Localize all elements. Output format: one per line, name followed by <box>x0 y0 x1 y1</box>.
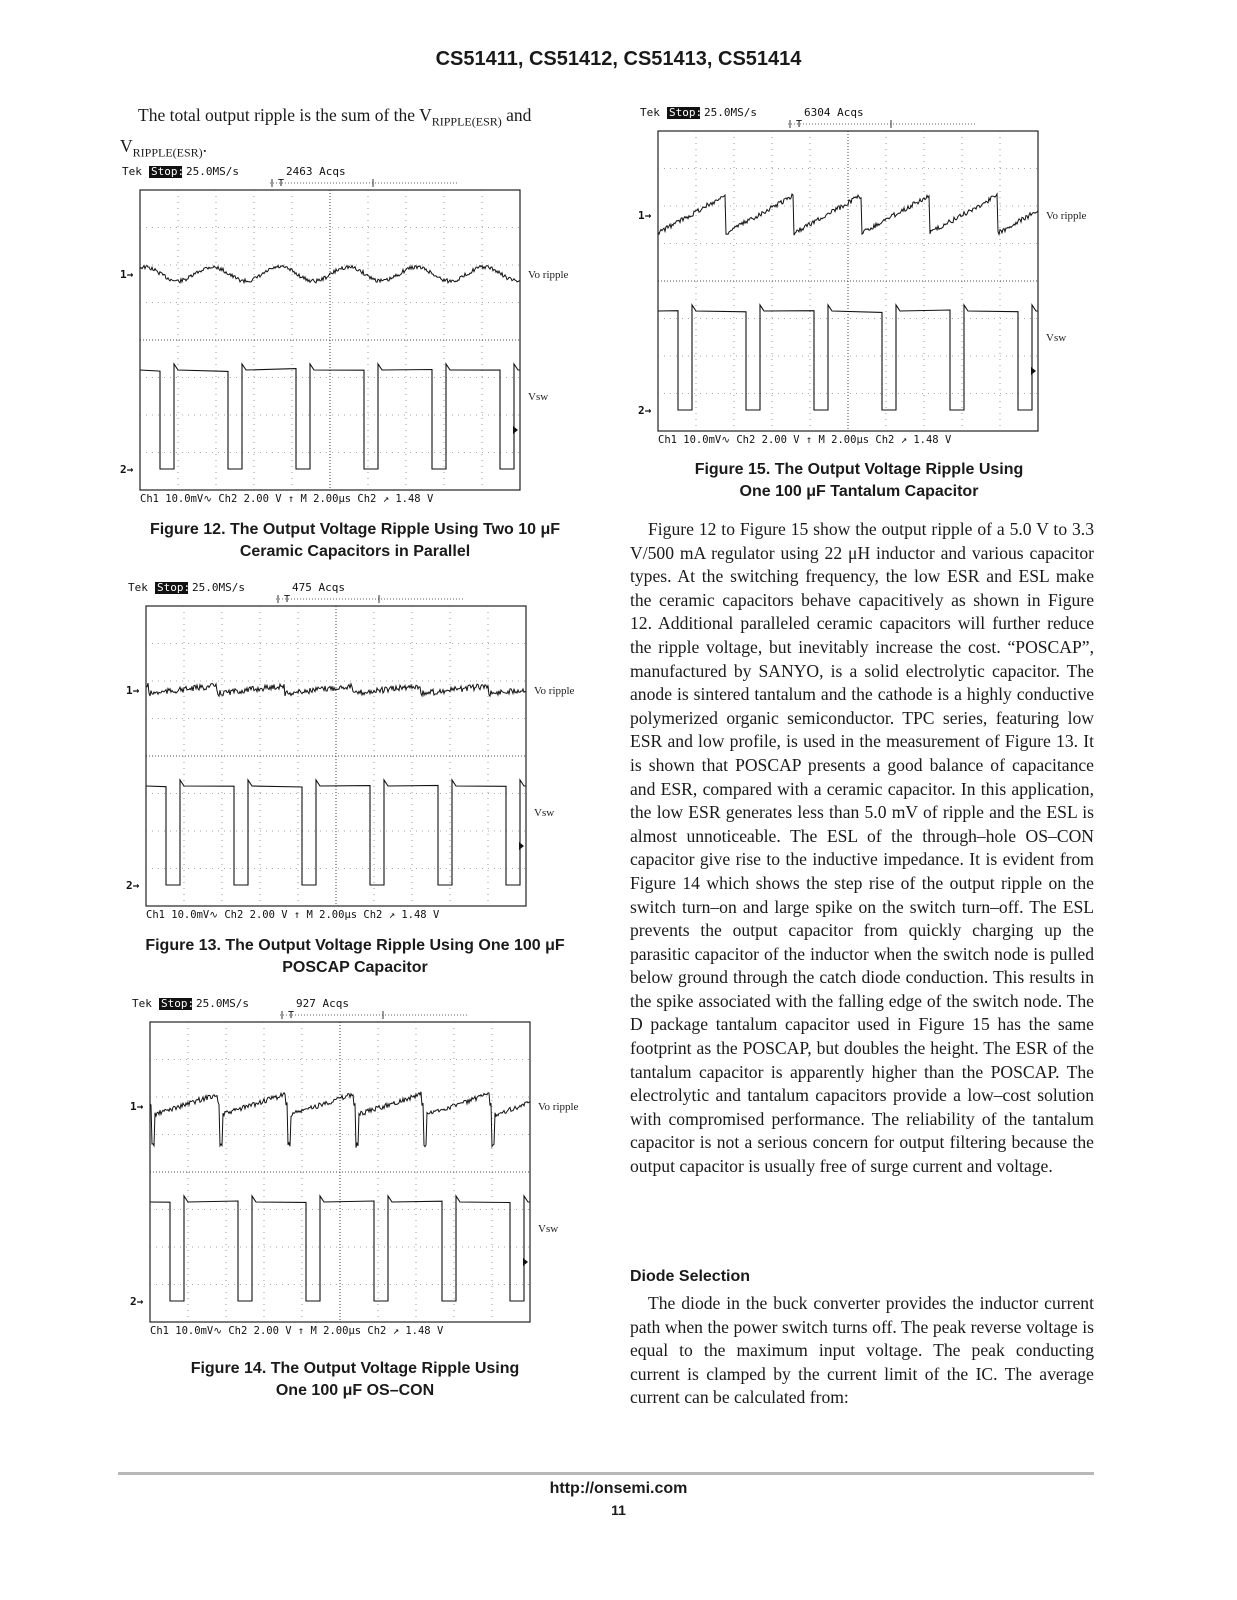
scope-stop-label: Stop: <box>669 106 703 119</box>
scope-acqs: 2463 Acqs <box>286 165 346 178</box>
intro-sub-2: RIPPLE(ESR) <box>132 145 203 159</box>
scope-tek-label: Tek <box>122 165 142 178</box>
body-paragraph-1 <box>630 518 1094 1179</box>
scope-acqs: 475 Acqs <box>292 581 345 594</box>
scope-stop-label: Stop: <box>161 997 195 1010</box>
scope-label-vsw: Vsw <box>528 391 549 403</box>
intro-text-b: and V <box>120 105 532 156</box>
body-paragraph-1-text: Figure 12 to Figure 15 show the output ripple of a 5.0 V to 3.3 V/500 mA regulator using 22 μH inductor and various capacitor types. At the switching frequency, the low ESR and ESL make the ceramic capacitors behave capacitively as shown in Figure 12. Additional paralleled ceramic capacitors will further reduce the ripple voltage, but inevitably increase the cost. “POSCAP”, manufactured by SANYO, is a solid electrolytic capacitor. The anode is sintered tantalum and the cathode is a highly conductive polymerized organic semiconductor. TPC series, featuring low ESR and low profile, is used in the measurement of Figure 13. It is shown that POSCAP presents a good balance of capacitance and ESR, compared with a ceramic capacitor. In this application, the low ESR generates less than 5.0 mV of ripple and the ESL is almost unnoticeable. The ESL of the through–hole OS–CON capacitor give rise to the inductive impedance. It is evident from Figure 14 which shows the step rise of the output ripple on the switch turn–on and large spike on the switch turn–off. The ESL prevents the output capacitor from quickly charging up the parasitic capacitor of the inductor when the switch node is pulled below ground through the catch diode conduction. This results in the spike associated with the falling edge of the switch node. The D package tantalum capacitor used in Figure 15 has the same footprint as the POSCAP, but doubles the height. The ESR of the tantalum capacitor is apparently higher than the POSCAP. The electrolytic and tantalum capacitors provide a low–cost solution with compromised performance. The reliability of the tantalum capacitor is not a serious concern for output filtering because the output capacitor is usually free of surge current and voltage. <box>630 519 1094 1177</box>
scope-label-vsw: Vsw <box>1046 332 1067 344</box>
scope-figure-14 <box>128 994 598 1339</box>
scope-bottom-status: Ch1 10.0mV∿ Ch2 2.00 V ↑ M 2.00μs Ch2 ↗ 1.48 V <box>658 434 952 446</box>
figure-12-caption-line1: Figure 12. The Output Voltage Ripple Using Two 10 μF <box>149 521 561 538</box>
intro-paragraph <box>120 103 590 164</box>
figure-14-caption-line2: One 100 μF OS–CON <box>275 1382 435 1399</box>
scope-sample-rate: 25.0MS/s <box>704 106 757 119</box>
scope-ch1-marker: 1→ <box>126 684 140 697</box>
figure-14-caption-line1: Figure 14. The Output Voltage Ripple Using <box>190 1360 520 1377</box>
scope-bottom-status: Ch1 10.0mV∿ Ch2 2.00 V ↑ M 2.00μs Ch2 ↗ 1.48 V <box>146 909 440 921</box>
scope-label-vo-ripple: Vo ripple <box>538 1101 579 1113</box>
body-paragraph-2 <box>630 1292 1094 1410</box>
scope-stop-label: Stop: <box>157 581 191 594</box>
oscilloscope-trace-13 <box>124 578 594 923</box>
scope-acqs: 6304 Acqs <box>804 106 864 119</box>
scope-tek-label: Tek <box>640 106 660 119</box>
scope-ch2-marker: 2→ <box>126 879 140 892</box>
scope-sample-rate: 25.0MS/s <box>196 997 249 1010</box>
intro-text-c: . <box>202 135 208 156</box>
intro-sub-1: RIPPLE(ESR) <box>431 114 502 129</box>
scope-label-vo-ripple: Vo ripple <box>528 269 569 281</box>
scope-trigger-marker: T <box>278 178 285 189</box>
footer-url: http://onsemi.com <box>549 1480 688 1497</box>
scope-figure-15 <box>636 103 1106 448</box>
scope-ch2-marker: 2→ <box>120 463 134 476</box>
scope-label-vo-ripple: Vo ripple <box>534 685 575 697</box>
scope-stop-label: Stop: <box>151 165 185 178</box>
scope-ch1-marker: 1→ <box>120 268 134 281</box>
scope-acqs: 927 Acqs <box>296 997 349 1010</box>
footer-divider <box>118 1472 1094 1475</box>
scope-trigger-level-icon <box>1031 367 1036 375</box>
scope-label-vsw: Vsw <box>538 1223 559 1235</box>
scope-figure-12 <box>118 162 588 507</box>
figure-13-caption <box>105 935 605 979</box>
figure-12-caption <box>110 519 600 563</box>
scope-trigger-marker: T <box>796 119 803 130</box>
scope-tek-label: Tek <box>128 581 148 594</box>
page-header-title: CS51411, CS51412, CS51413, CS51414 <box>435 48 802 70</box>
scope-bottom-status: Ch1 10.0mV∿ Ch2 2.00 V ↑ M 2.00μs Ch2 ↗ 1.48 V <box>140 493 434 505</box>
scope-ch2-marker: 2→ <box>638 404 652 417</box>
scope-trigger-level-icon <box>513 426 518 434</box>
intro-text-a: The total output ripple is the sum of the V <box>138 105 432 125</box>
scope-sample-rate: 25.0MS/s <box>192 581 245 594</box>
scope-sample-rate: 25.0MS/s <box>186 165 239 178</box>
scope-figure-13 <box>124 578 594 923</box>
scope-tek-label: Tek <box>132 997 152 1010</box>
scope-ch1-marker: 1→ <box>638 209 652 222</box>
oscilloscope-trace-15 <box>636 103 1106 448</box>
scope-label-vsw: Vsw <box>534 807 555 819</box>
scope-trigger-level-icon <box>523 1258 528 1266</box>
figure-15-caption <box>620 459 1098 503</box>
scope-bottom-status: Ch1 10.0mV∿ Ch2 2.00 V ↑ M 2.00μs Ch2 ↗ 1.48 V <box>150 1325 444 1337</box>
body-paragraph-2-text: The diode in the buck converter provides the inductor current path when the power switch turns off. The peak reverse voltage is equal to the maximum input voltage. The peak conducting current is clamped by the current limit of the IC. The average current can be calculated from: <box>630 1293 1094 1408</box>
scope-label-vo-ripple: Vo ripple <box>1046 210 1087 222</box>
scope-ch1-marker: 1→ <box>130 1100 144 1113</box>
oscilloscope-trace-12 <box>118 162 588 507</box>
figure-14-caption <box>110 1358 600 1402</box>
scope-ch2-marker: 2→ <box>130 1295 144 1308</box>
figure-15-caption-line1: Figure 15. The Output Voltage Ripple Using <box>694 461 1024 478</box>
figure-12-caption-line2: Ceramic Capacitors in Parallel <box>239 543 471 560</box>
figure-13-caption-line1: Figure 13. The Output Voltage Ripple Using One 100 μF <box>145 937 565 954</box>
section-heading-diode-selection: Diode Selection <box>630 1268 751 1285</box>
page-number: 11 <box>611 1502 626 1518</box>
figure-13-caption-line2: POSCAP Capacitor <box>282 959 428 976</box>
oscilloscope-trace-14 <box>128 994 598 1339</box>
scope-trigger-marker: T <box>284 594 291 605</box>
figure-15-caption-line2: One 100 μF Tantalum Capacitor <box>739 483 979 500</box>
scope-trigger-level-icon <box>519 842 524 850</box>
scope-trigger-marker: T <box>288 1010 295 1021</box>
scope-ch1-ripple-trace <box>146 683 526 696</box>
